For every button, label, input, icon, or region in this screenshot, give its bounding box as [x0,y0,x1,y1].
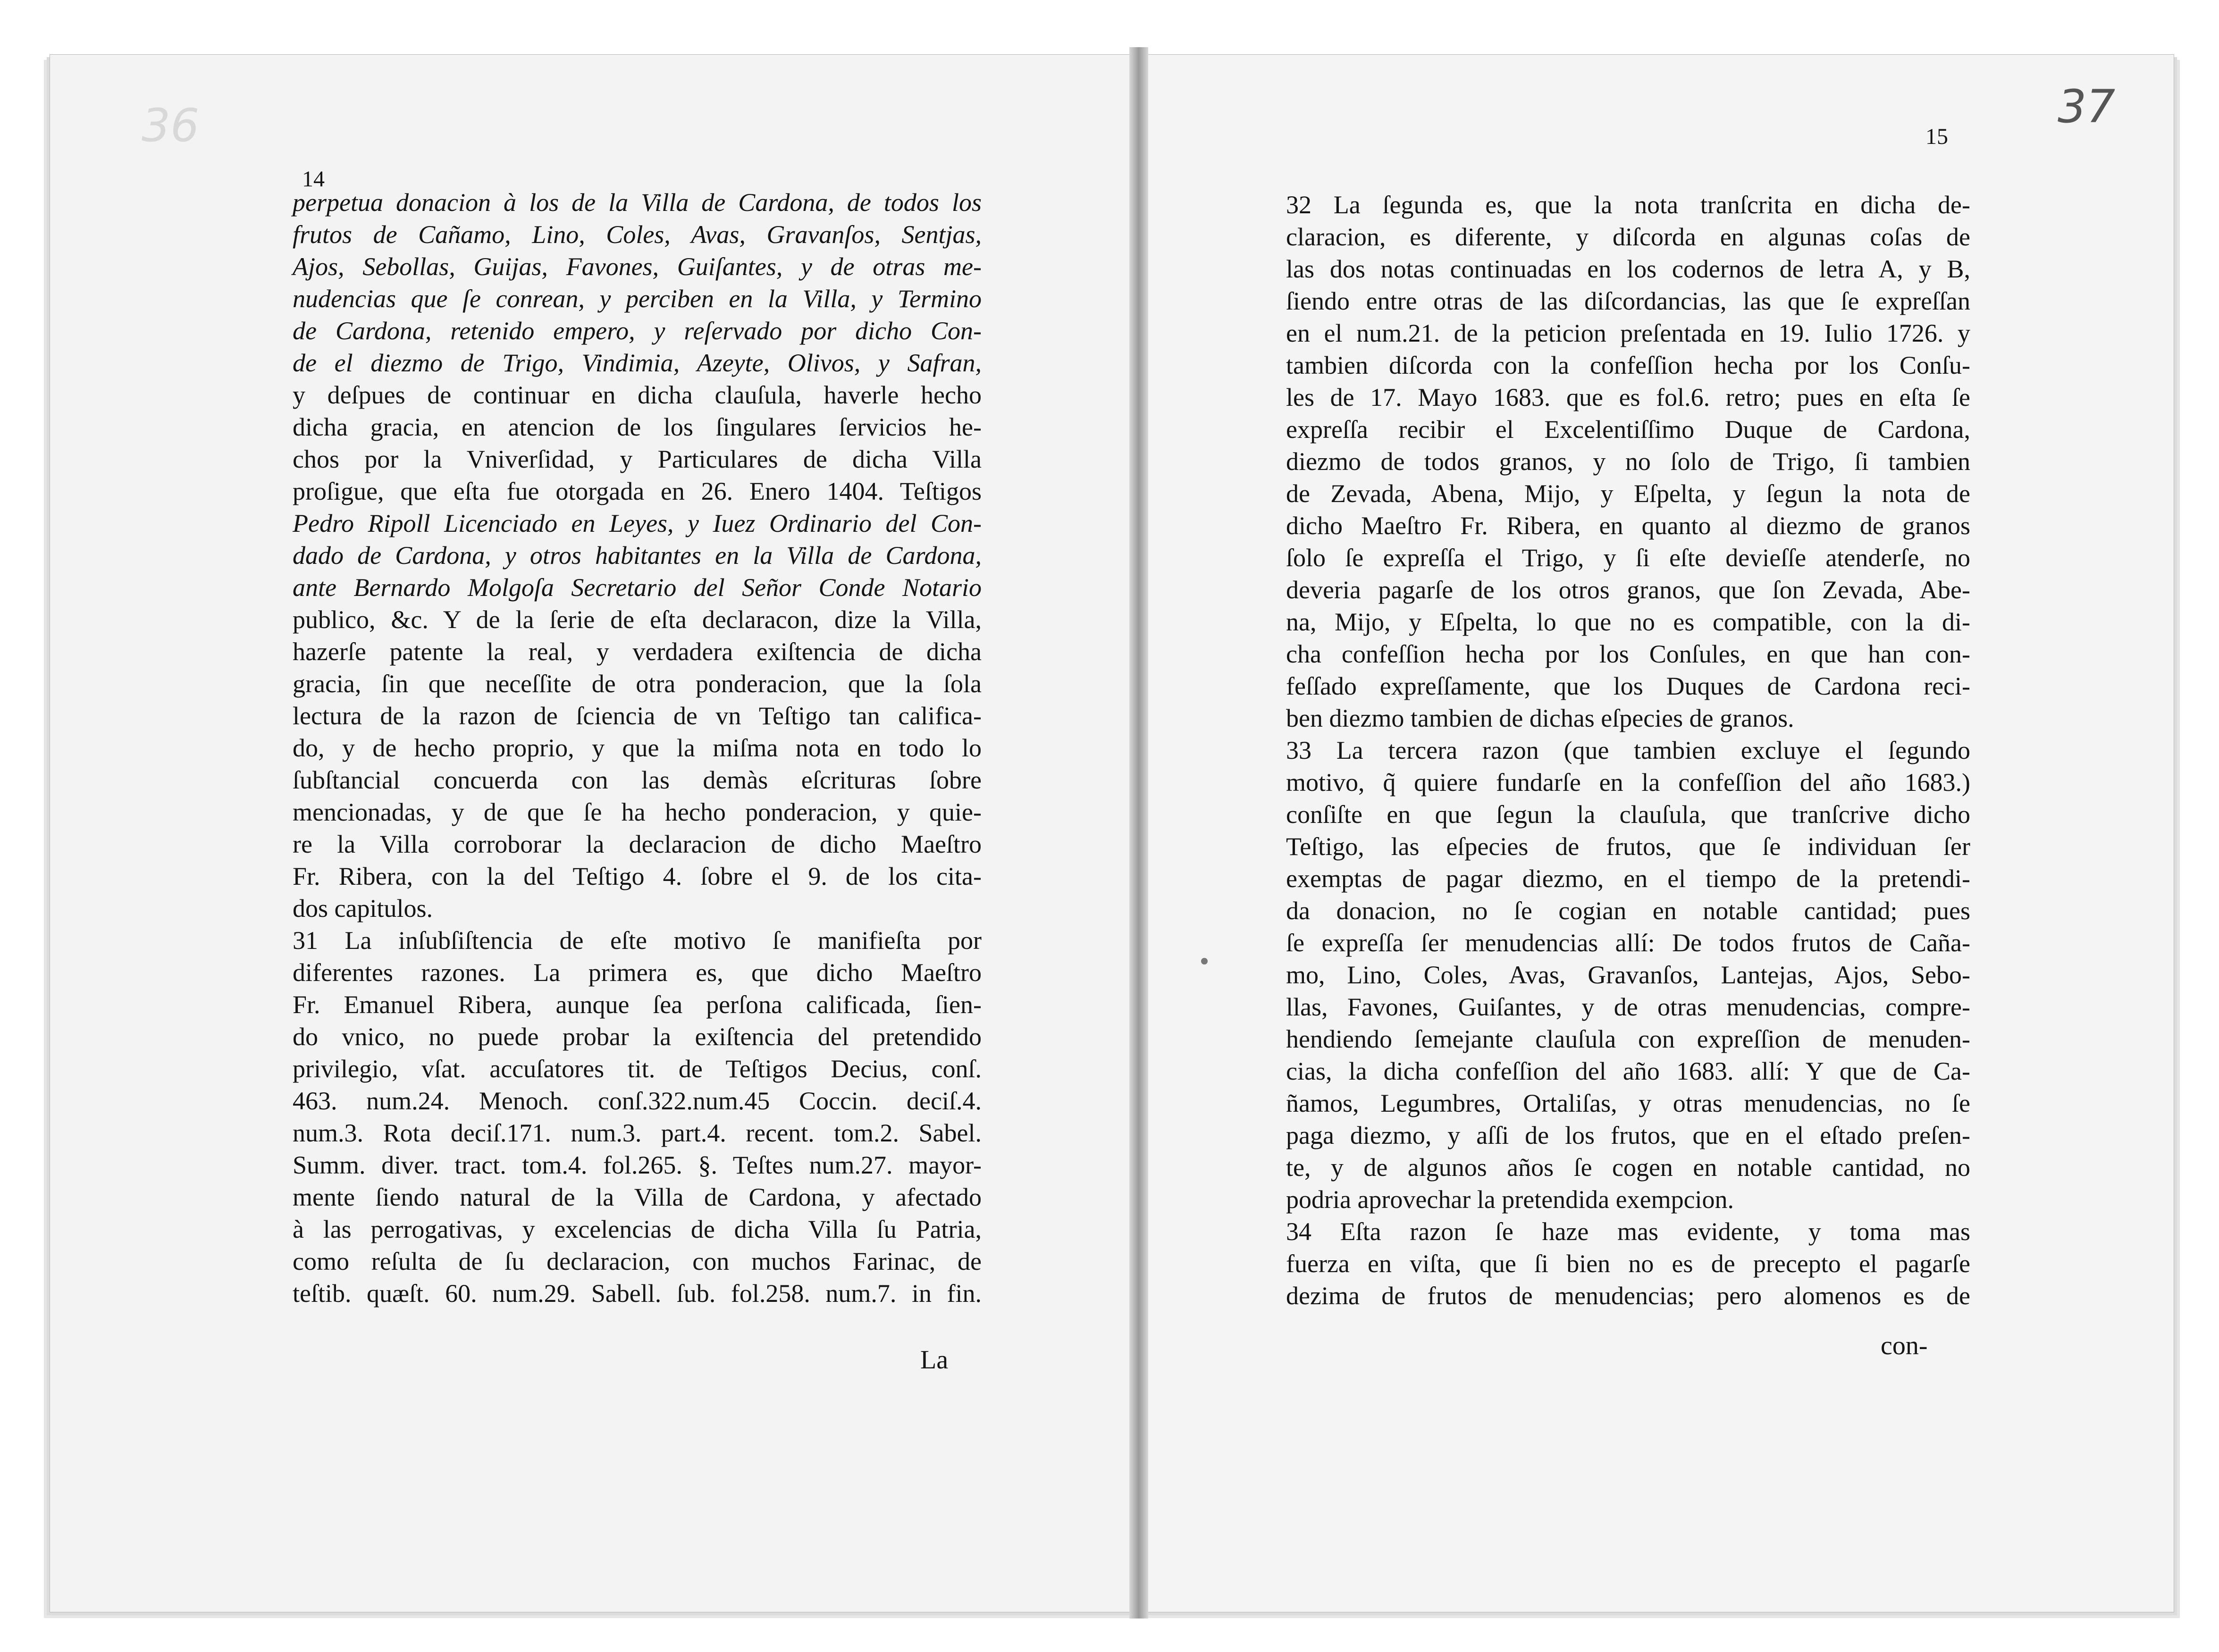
text-line: fuerza en viſta, que ſi bien no es de precepto el pagarſe [1286,1249,1970,1278]
text-line: dos capitulos. [293,894,433,922]
book-gutter [1129,47,1148,1618]
text-line: diferentes razones. La primera es, que dicho Maeſtro [293,958,982,987]
text-line: llas, Favones, Guiſantes, y de otras menudencias, compre- [1286,993,1970,1021]
text-line: claracion, es diferente, y diſcorda en algunas coſas de [1286,223,1970,251]
folio-number: 37 [2058,80,2116,133]
text-line: motivo, q̃ quiere fundarſe en la confeſſion del año 1683.) [1286,768,1970,797]
text-line: cias, la dicha confeſſion del año 1683. allí: Y que de Ca- [1286,1057,1970,1085]
text-line: de el diezmo de Trigo, Vindimia, Azeyte, Olivos, y Safran, [293,349,982,377]
text-line: Ajos, Sebollas, Guijas, Favones, Guiſantes, y de otras me- [293,252,982,281]
text-line: mencionadas, y de que ſe ha hecho ponderacion, y quie- [293,798,982,826]
text-line: ſiendo entre otras de las diſcordancias, las que ſe expreſſan [1286,287,1970,315]
text-line: ſe expreſſa ſer menudencias allí: De todos frutos de Caña- [1286,929,1970,957]
text-line: Teſtigo, las eſpecies de frutos, que ſe individuan ſer [1286,832,1970,861]
text-line: ante Bernardo Molgoſa Secretario del Señor Conde Notario [293,573,982,602]
text-line: frutos de Cañamo, Lino, Coles, Avas, Gravanſos, Sentjas, [293,220,982,249]
text-line: 33 La tercera razon (que tambien excluye el ſegundo [1286,736,1970,764]
text-line: tambien diſcorda con la confeſſion hecha por los Conſu- [1286,351,1970,379]
text-line: ſolo ſe expreſſa el Trigo, y ſi eſte devieſſe atenderſe, no [1286,544,1970,572]
text-line: teſtib. quæſt. 60. num.29. Sabell. ſub. fol.258. num.7. in fin. [293,1279,982,1308]
text-line: lectura de la razon de ſciencia de vn Teſtigo tan califica- [293,702,982,730]
text-line: exemptas de pagar diezmo, en el tiempo de la pretendi- [1286,864,1970,893]
text-line: publico, &c. Y de la ſerie de eſta declaracon, dize la Villa, [293,605,982,634]
text-line: Fr. Emanuel Ribera, aunque ſea perſona calificada, ſien- [293,990,982,1019]
text-line: mente ſiendo natural de la Villa de Cardona, y afectado [293,1183,982,1211]
text-line: conſiſte en que ſegun la clauſula, que tranſcrive dicho [1286,800,1970,829]
text-line: cha confeſſion hecha por los Conſules, en que han con- [1286,640,1970,668]
text-line: re la Villa corroborar la declaracion de dicho Maeſtro [293,830,982,858]
text-line: 31 La inſubſiſtencia de eſte motivo ſe manifieſta por [293,926,982,955]
text-line: ben diezmo tambien de dichas eſpecies de granos. [1286,704,1794,732]
text-line: te, y de algunos años ſe cogen en notable cantidad, no [1286,1153,1970,1182]
text-line: do, y de hecho proprio, y que la miſma nota en todo lo [293,734,982,762]
text-line: dicho Maeſtro Fr. Ribera, en quanto al diezmo de granos [1286,512,1970,540]
text-line: à las perrogativas, y excelencias de dicha Villa ſu Patria, [293,1215,982,1243]
text-line: paga diezmo, y aſſi de los frutos, que en el eſtado preſen- [1286,1121,1970,1149]
text-line: Summ. diver. tract. tom.4. fol.265. §. Teſtes num.27. mayor- [293,1151,982,1179]
text-line: las dos notas continuadas en los codernos de letra A, y B, [1286,255,1970,283]
text-line: 463. num.24. Menoch. conſ.322.num.45 Coccin. deciſ.4. [293,1087,982,1115]
text-line: num.3. Rota deciſ.171. num.3. part.4. recent. tom.2. Sabel. [293,1119,982,1147]
text-line: proſigue, que eſta fue otorgada en 26. Enero 1404. Teſtigos [293,477,982,505]
text-line: ñamos, Legumbres, Ortaliſas, y otras menudencias, no ſe [1286,1089,1970,1117]
left-page-number: 14 [302,167,325,192]
faded-folio-number: 36 [142,99,200,152]
text-line: Pedro Ripoll Licenciado en Leyes, y Iuez Ordinario del Con- [293,509,982,537]
text-line: hendiendo ſemejante clauſula con expreſſion de menuden- [1286,1025,1970,1053]
text-line: nudencias que ſe conrean, y perciben en la Villa, y Termino [293,285,982,313]
text-line: dado de Cardona, y otros habitantes en la Villa de Cardona, [293,541,982,570]
text-line: como reſulta de ſu declaracion, con muchos Farinac, de [293,1247,982,1275]
text-line: gracia, ſin que neceſſite de otra ponderacion, que la ſola [293,670,982,698]
left-page-text [293,186,982,1309]
left-catchword: La [920,1345,949,1375]
text-line: ſubſtancial concuerda con las demàs eſcrituras ſobre [293,766,982,794]
text-line: do vnico, no puede probar la exiſtencia del pretendido [293,1023,982,1051]
right-catchword: con- [1881,1331,1928,1360]
text-line: expreſſa recibir el Excelentiſſimo Duque de Cardona, [1286,415,1970,444]
text-line: Fr. Ribera, con la del Teſtigo 4. ſobre el 9. de los cita- [293,862,982,890]
text-line: feſſado expreſſamente, que los Duques de Cardona reci- [1286,672,1970,700]
text-line: dezima de frutos de menudencias; pero alomenos es de [1286,1282,1970,1310]
text-line: mo, Lino, Coles, Avas, Gravanſos, Lantejas, Ajos, Sebo- [1286,961,1970,989]
right-page-number: 15 [1925,124,1948,149]
text-line: chos por la Vniverſidad, y Particulares de dicha Villa [293,445,982,473]
text-line: da donacion, no ſe cogian en notable cantidad; pues [1286,897,1970,925]
text-line: privilegio, vſat. accuſatores tit. de Teſtigos Decius, conſ. [293,1055,982,1083]
text-line: perpetua donacion à los de la Villa de Cardona, de todos los [293,188,982,217]
paper-speck [1201,958,1208,964]
right-page-text [1286,189,1970,1312]
text-line: y deſpues de continuar en dicha clauſula, haverle hecho [293,381,982,409]
text-line: 32 La ſegunda es, que la nota tranſcrita en dicha de- [1286,191,1970,219]
text-line: de Cardona, retenido empero, y reſervado por dicho Con- [293,317,982,345]
text-line: de Zevada, Abena, Mijo, y Eſpelta, y ſegun la nota de [1286,479,1970,508]
text-line: deveria pagarſe de los otros granos, que ſon Zevada, Abe- [1286,576,1970,604]
text-line: na, Mijo, y Eſpelta, lo que no es compatible, con la di- [1286,608,1970,636]
text-line: en el num.21. de la peticion preſentada en 19. Iulio 1726. y [1286,319,1970,347]
text-line: hazerſe patente la real, y verdadera exiſtencia de dicha [293,637,982,666]
text-line: podria aprovechar la pretendida exempcion. [1286,1185,1734,1214]
text-line: 34 Eſta razon ſe haze mas evidente, y toma mas [1286,1217,1970,1246]
text-line: diezmo de todos granos, y no ſolo de Trigo, ſi tambien [1286,447,1970,476]
text-line: les de 17. Mayo 1683. que es fol.6. retro; pues en eſta ſe [1286,383,1970,411]
text-line: dicha gracia, en atencion de los ſingulares ſervicios he- [293,413,982,441]
